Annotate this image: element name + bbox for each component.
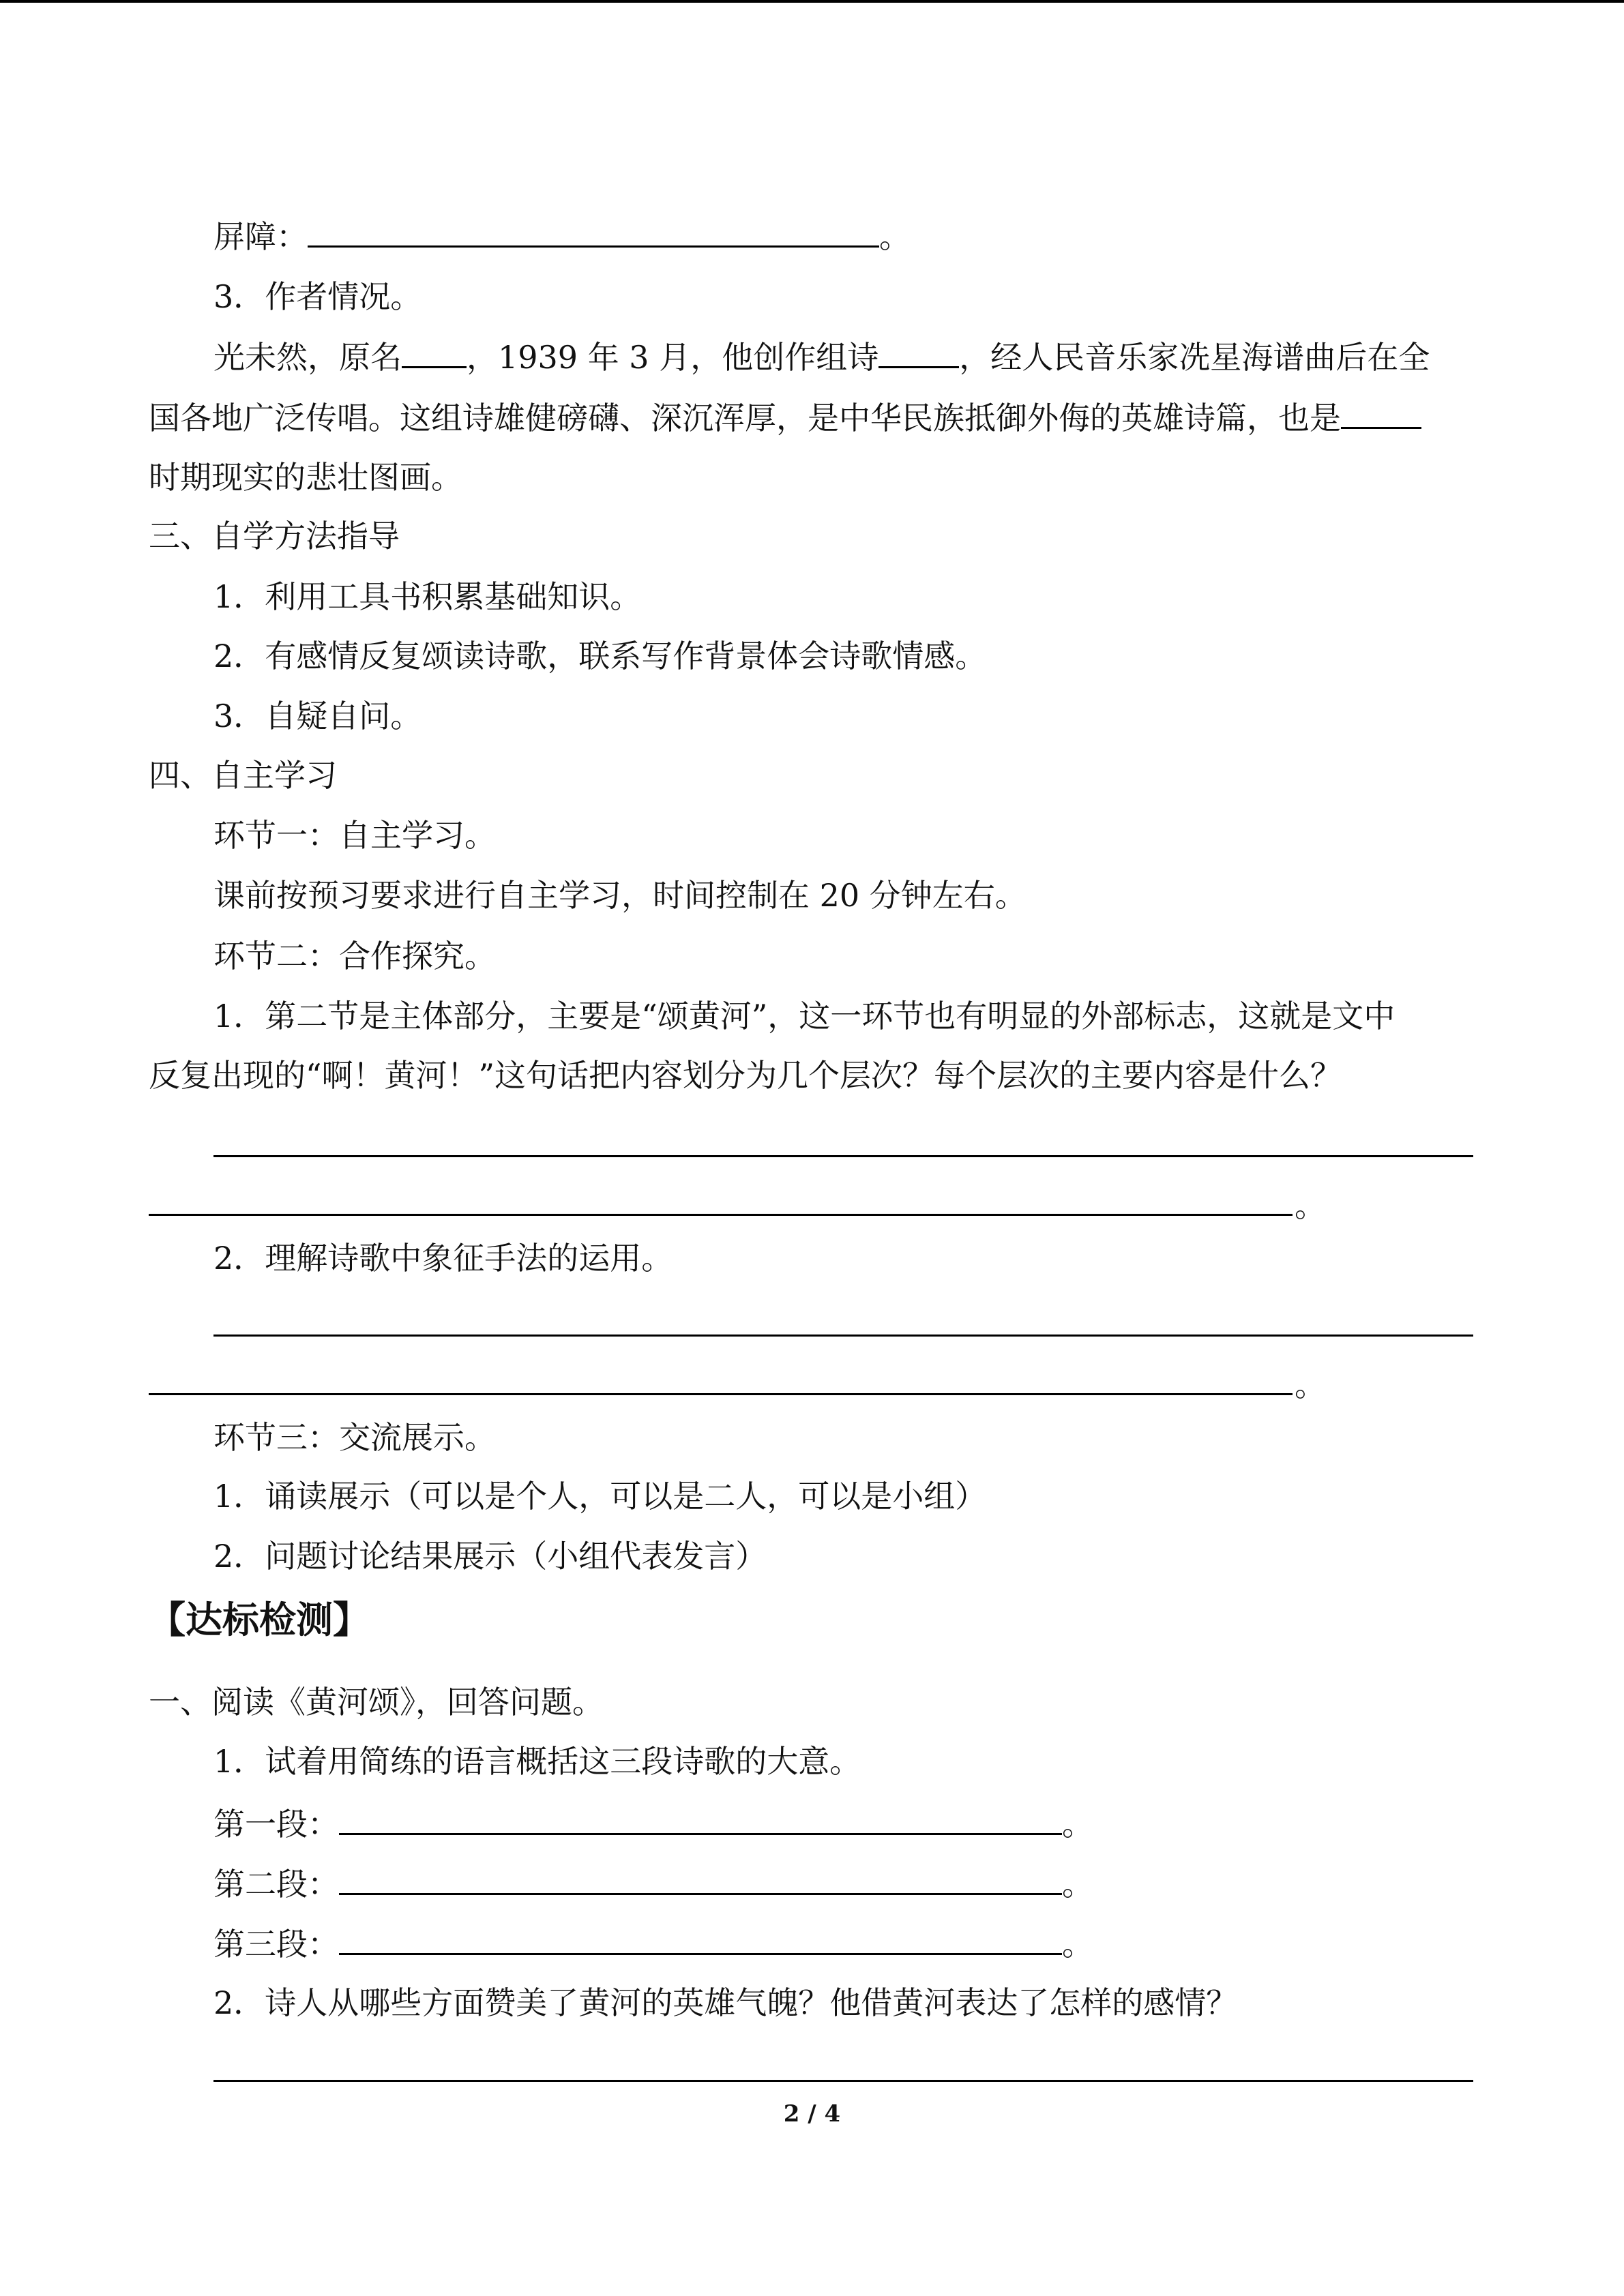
paragraph2-answer-row	[213, 1863, 1093, 1905]
answer-line[interactable]	[149, 1393, 1293, 1395]
author-paragraph-line2	[149, 397, 1421, 438]
paragraph3-label: 第三段：	[213, 1926, 339, 1963]
step3-title: 环节三：交流展示。	[213, 1419, 496, 1456]
step1-title: 环节一：自主学习。	[213, 817, 496, 854]
section3-item-2: 2．有感情反复颂读诗歌，联系写作背景体会诗歌情感。	[213, 638, 987, 674]
period: 。	[1062, 1806, 1093, 1843]
test-section1-title: 一、阅读《黄河颂》，回答问题。	[149, 1684, 604, 1720]
step1-description: 课前按预习要求进行自主学习，时间控制在 20 分钟左右。	[213, 877, 1027, 914]
question1-line1: 1．第二节是主体部分，主要是“颂黄河”，这一环节也有明显的外部标志，这就是文中	[213, 998, 1396, 1034]
author-paragraph-line1	[213, 336, 1430, 378]
step3-item-1: 1．诵读展示（可以是个人，可以是二人，可以是小组）	[213, 1478, 987, 1515]
test-question1: 1．试着用简练的语言概括这三段诗歌的大意。	[213, 1743, 861, 1780]
author-text: ，1939 年 3 月，他创作组诗	[467, 339, 879, 376]
period: 。	[1295, 1187, 1326, 1224]
paragraph2-label: 第二段：	[213, 1866, 339, 1903]
paragraph3-blank[interactable]	[339, 1923, 1062, 1955]
question1-line2: 反复出现的“啊！黄河！”这句话把内容划分为几个层次？每个层次的主要内容是什么？	[149, 1057, 1342, 1094]
paragraph3-answer-row	[213, 1923, 1093, 1965]
author-text: ，经人民音乐家冼星海谱曲后在全	[959, 339, 1430, 376]
page-top-border	[0, 0, 1624, 3]
section3-item-1: 1．利用工具书积累基础知识。	[213, 578, 642, 615]
pingzhang-blank[interactable]	[308, 215, 879, 248]
answer-line[interactable]	[213, 1155, 1473, 1157]
answer-line[interactable]	[213, 1335, 1473, 1337]
answer-line[interactable]	[149, 1214, 1293, 1216]
pingzhang-line	[213, 215, 911, 257]
answer-line[interactable]	[213, 2080, 1473, 2082]
author-text: 光未然，原名	[213, 339, 402, 376]
author-paragraph-line3: 时期现实的悲壮图画。	[149, 459, 462, 496]
author-text: 国各地广泛传唱。这组诗雄健磅礴、深沉浑厚，是中华民族抵御外侮的英雄诗篇，也是	[149, 400, 1341, 436]
step3-item-2: 2．问题讨论结果展示（小组代表发言）	[213, 1538, 767, 1575]
original-name-blank[interactable]	[402, 336, 467, 368]
paragraph1-answer-row	[213, 1803, 1093, 1845]
period: 。	[1062, 1866, 1093, 1903]
page-number: 2 / 4	[783, 2100, 841, 2128]
period: 。	[1295, 1367, 1326, 1403]
step2-title: 环节二：合作探究。	[213, 938, 496, 974]
test-heading: 【达标检测】	[149, 1598, 370, 1641]
era-blank[interactable]	[1341, 397, 1421, 429]
paragraph1-label: 第一段：	[213, 1806, 339, 1843]
author-heading: 3．作者情况。	[213, 278, 422, 315]
paragraph2-blank[interactable]	[339, 1863, 1062, 1895]
poem-group-blank[interactable]	[879, 336, 959, 368]
section3-title: 三、自学方法指导	[149, 518, 400, 554]
pingzhang-label: 屏障：	[213, 218, 308, 255]
section3-item-3: 3．自疑自问。	[213, 698, 422, 734]
period: 。	[879, 218, 911, 255]
period: 。	[1062, 1926, 1093, 1963]
test-question2: 2．诗人从哪些方面赞美了黄河的英雄气魄？他借黄河表达了怎样的感情？	[213, 1984, 1238, 2021]
question2: 2．理解诗歌中象征手法的运用。	[213, 1240, 673, 1277]
paragraph1-blank[interactable]	[339, 1803, 1062, 1835]
section4-title: 四、自主学习	[149, 757, 337, 794]
